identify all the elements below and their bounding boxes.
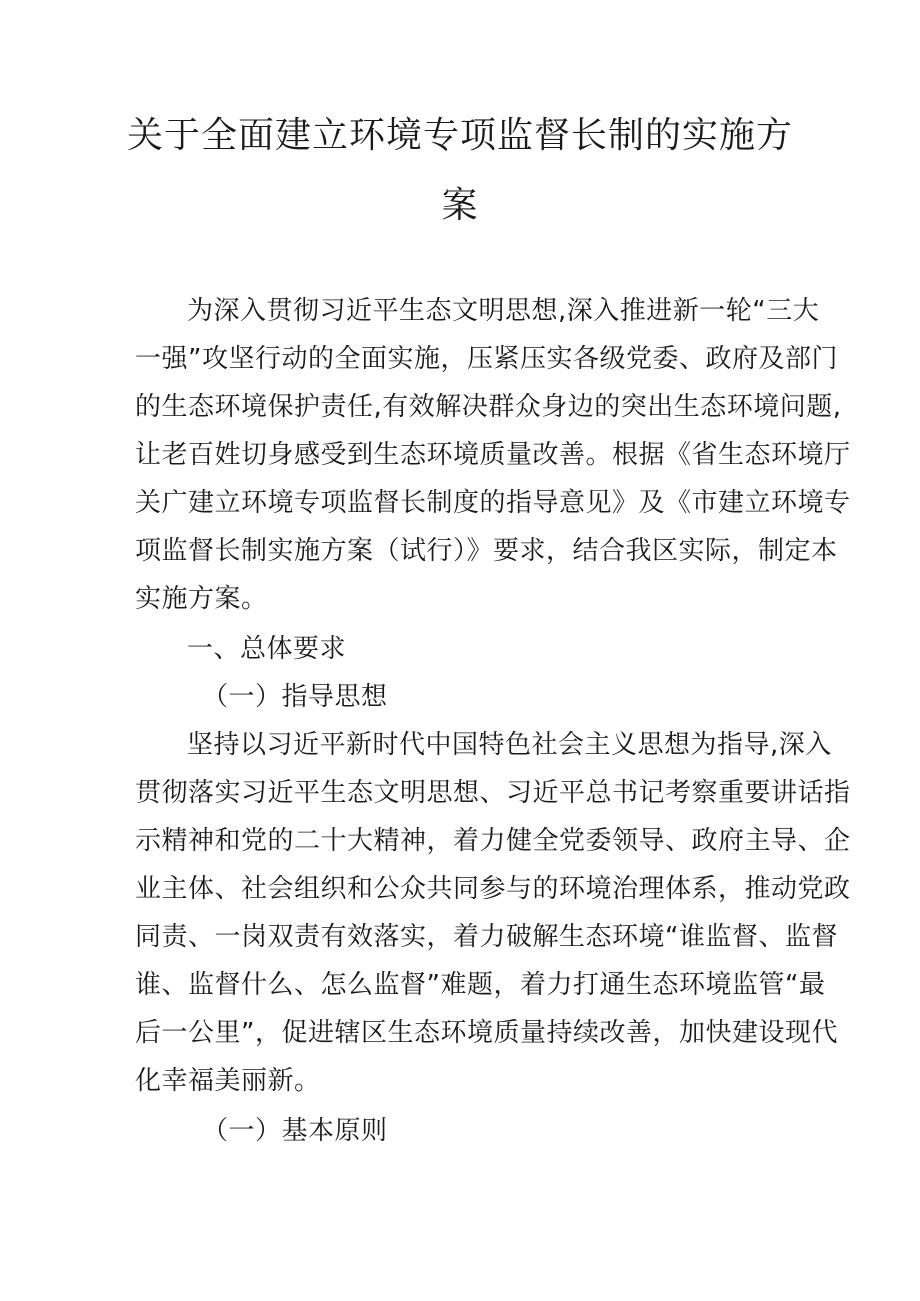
intro-paragraph-line: 让老百姓切身感受到生态环境质量改善。根据《省生态环境厅: [135, 440, 851, 470]
guiding-paragraph-line: 坚持以习近平新时代中国特色社会主义思想为指导,深入: [187, 730, 832, 760]
subsection-heading: （一）基本原则: [202, 1116, 388, 1146]
intro-paragraph-line: 的生态环境保护责任,有效解决群众身边的突出生态环境问题,: [135, 392, 842, 422]
guiding-paragraph-line: 化幸福美丽新。: [135, 1066, 321, 1096]
section-heading: 一、总体要求: [187, 634, 347, 664]
intro-paragraph-line: 实施方案。: [135, 584, 268, 614]
intro-paragraph-line: 一强”攻坚行动的全面实施，压紧压实各级党委、政府及部门: [135, 344, 838, 374]
guiding-paragraph-line: 示精神和党的二十大精神，着力健全党委领导、政府主导、企: [135, 826, 851, 856]
guiding-paragraph-line: 贯彻落实习近平生态文明思想、习近平总书记考察重要讲话指: [135, 778, 851, 808]
guiding-paragraph-line: 谁、监督什么、怎么监督”难题，着力打通生态环境监管“最: [135, 970, 826, 1000]
guiding-paragraph-line: 后一公里”，促进辖区生态环境质量持续改善，加快建设现代: [135, 1018, 838, 1048]
document-title-line-1: 关于全面建立环境专项监督长制的实施方: [126, 115, 793, 156]
subsection-heading: （一）指导思想: [202, 682, 388, 712]
guiding-paragraph-line: 同责、一岗双责有效落实，着力破解生态环境“谁监督、监督: [135, 922, 838, 952]
guiding-paragraph-line: 业主体、社会组织和公众共同参与的环境治理体系，推动党政: [135, 874, 851, 904]
intro-paragraph-line: 项监督长制实施方案（试行）》要求，结合我区实际，制定本: [135, 536, 838, 566]
document-title-line-2: 案: [441, 185, 479, 226]
intro-paragraph-line: 关广建立环境专项监督长制度的指导意见》及《市建立环境专: [135, 488, 851, 518]
intro-paragraph-line: 为深入贯彻习近平生态文明思想,深入推进新一轮“三大: [187, 296, 820, 326]
